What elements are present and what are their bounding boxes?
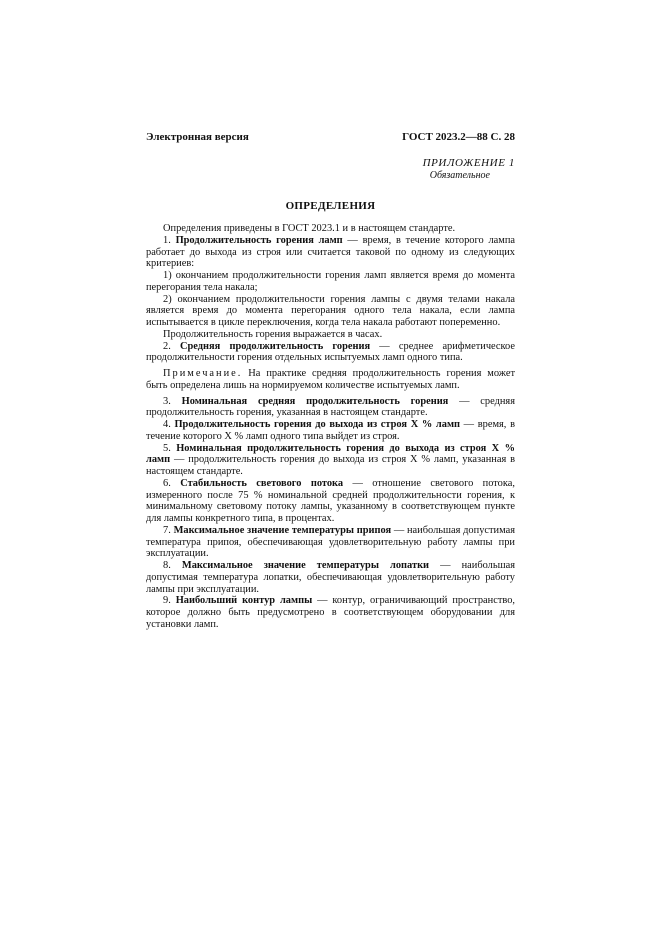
- criterion-2: 2) окончанием продолжительности горения лампы с двумя телами накала является время до момента перегорания одного тела накала, если лампа испытывается в цикле переключения, когда тела накала работают попеременно.: [146, 293, 515, 328]
- definition-2-text: — среднее арифметическое продолжительности горения отдельных испытуемых ламп одного типа.: [146, 340, 515, 364]
- definition-9-term: Наибольший контур лампы: [175, 595, 313, 607]
- definition-5-term: Номинальная продолжительность горения до выхода из строя X % ламп: [146, 442, 515, 466]
- section-title: ОПРЕДЕЛЕНИЯ: [285, 200, 376, 212]
- definition-7-number: 7.: [163, 524, 171, 536]
- definition-8-text: — наибольшая допустимая температура лопатки, обеспечивающая удовлетворительную работу лампы при эксплуатации.: [146, 560, 515, 595]
- definition-2: [146, 341, 515, 365]
- definition-1-text: — время, в течение которого лампа работает до выхода из строя или считается таковой по одному из следующих критериев:: [146, 234, 515, 270]
- edition-label: Электронная версия: [146, 131, 249, 143]
- criterion-1: 1) окончанием продолжительности горения ламп является время до момента перегорания тела накала;: [146, 270, 515, 293]
- definition-4-term: Продолжительность горения до выхода из строя X % ламп: [174, 419, 461, 430]
- definition-4-number: 4.: [163, 419, 171, 430]
- definitions-body: [146, 223, 515, 631]
- definition-2-term: Средняя продолжительность горения: [180, 340, 371, 352]
- definition-9: [146, 595, 515, 630]
- intro-paragraph: Определения приведены в ГОСТ 2023.1 и в настоящем стандарте.: [163, 223, 456, 234]
- definition-7-text: — наибольшая допустимая температура припоя, обеспечивающая удовлетворительную работу лампы при эксплуатации.: [146, 524, 515, 560]
- standard-page-number: ГОСТ 2023.2—88 С. 28: [402, 131, 515, 143]
- units-paragraph: Продолжительность горения выражается в часах.: [163, 328, 383, 340]
- definition-1-term: Продолжительность горения ламп: [175, 234, 343, 246]
- definition-9-number: 9.: [163, 595, 171, 607]
- definition-9-text: — контур, ограничивающий пространство, которое должно быть предусмотрено в соответствующем оборудовании для установки ламп.: [146, 595, 515, 630]
- definition-6-text: — отношение светового потока, измеренного после 75 % номинальной средней продолжительности горения, к минимальному световому потоку лампы, указанному в соответствующем пункте для лампы конкретного типа, в процентах.: [146, 477, 515, 524]
- appendix-block: [423, 157, 515, 182]
- definition-8-term: Максимальное значение температуры лопатки: [181, 560, 430, 571]
- note-label: Примечание.: [163, 368, 243, 379]
- definition-4: [146, 419, 515, 443]
- definition-5-text: — продолжительность горения до выхода из строя X % ламп, указанная в настоящем стандарте.: [146, 454, 515, 477]
- definition-6-number: 6.: [163, 477, 171, 489]
- definition-4-text: — время, в течение которого X % ламп одного типа выйдет из строя.: [146, 419, 515, 442]
- definition-7-term: Максимальное значение температуры припоя: [173, 524, 392, 536]
- note-paragraph: [146, 368, 515, 392]
- definition-3: [146, 396, 515, 420]
- definition-3-text: — средняя продолжительность горения, указанная в настоящем стандарте.: [146, 395, 515, 419]
- appendix-status: Обязательное: [429, 170, 490, 181]
- definition-8-number: 8.: [163, 560, 171, 571]
- definition-8: [146, 560, 515, 595]
- definition-2-number: 2.: [163, 340, 171, 352]
- definition-6: [146, 478, 515, 525]
- definition-3-number: 3.: [163, 395, 171, 407]
- definition-3-term: Номинальная средняя продолжительность горения: [181, 395, 449, 407]
- definition-5-number: 5.: [163, 442, 171, 454]
- definition-1: [146, 235, 515, 270]
- appendix-label: ПРИЛОЖЕНИЕ 1: [422, 157, 515, 169]
- note-text: На практике средняя продолжительность горения может быть определена лишь на нормируемом количестве испытуемых ламп.: [146, 368, 515, 391]
- definition-6-term: Стабильность светового потока: [180, 477, 344, 489]
- definition-7: [146, 525, 515, 560]
- definition-5: [146, 443, 515, 478]
- definition-1-number: 1.: [163, 234, 171, 246]
